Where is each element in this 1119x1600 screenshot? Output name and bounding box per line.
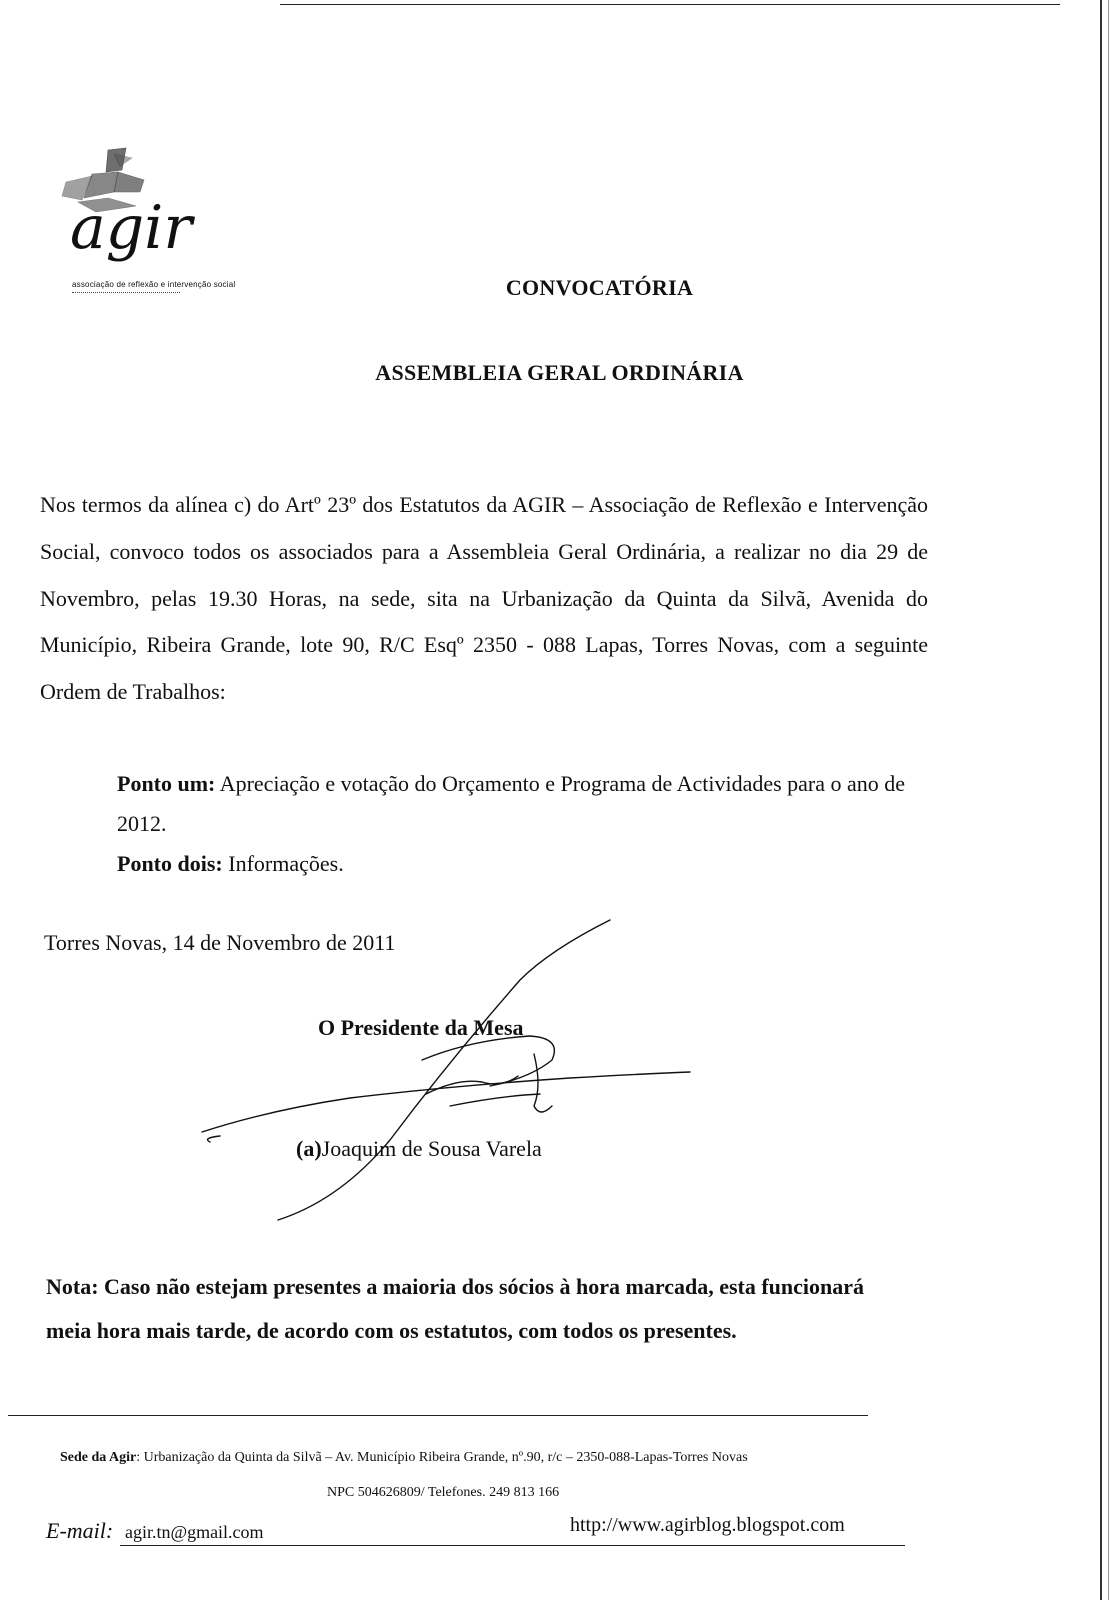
president-name: Joaquim de Sousa Varela — [321, 1136, 542, 1161]
footer-email-link[interactable]: agir.tn@gmail.com — [125, 1522, 264, 1542]
agir-wordmark: agir — [70, 193, 193, 263]
footer-address-label: Sede da Agir — [60, 1450, 137, 1465]
footer-npc-phones: NPC 504626809/ Telefones. 249 813 166 — [327, 1485, 560, 1500]
signed-abbreviation: (a) — [296, 1136, 322, 1161]
agenda — [117, 764, 917, 884]
footer-divider — [8, 1415, 868, 1416]
convocation-paragraph: Nos termos da alínea c) do Artº 23º dos Estatutos da AGIR – Associação de Reflexão e Intervenção Social, convoco todos os associados para a Assembleia Geral Ordinária, a realizar no dia 29 de Novembro, pelas 19.30 Horas, na sede, sita na Urbanização da Quinta da Silvã, Avenida do Município, Ribeira Grande, lote 90, R/C Esqº 2350 - 088 Lapas, Torres Novas, com a seguinte Ordem de Trabalhos: — [40, 492, 928, 705]
note — [46, 1265, 866, 1353]
note-text: Caso não estejam presentes a maioria dos sócios à hora marcada, esta funcionará meia hora mais tarde, de acordo com os estatutos, com todos os presentes. — [46, 1274, 865, 1343]
footer-email-label: E-mail: — [46, 1518, 114, 1543]
footer-address — [60, 1450, 748, 1466]
scan-edge-right-faint — [1108, 0, 1109, 1600]
footer-website-link[interactable]: http://www.agirblog.blogspot.com — [570, 1514, 845, 1536]
president-title: O Presidente da Mesa — [318, 1015, 524, 1040]
agenda-item-1 — [117, 764, 917, 844]
footer-address-text: : Urbanização da Quinta da Silvã – Av. Município Ribeira Grande, nº.90, r/c – 2350-088-Lapas-Torres Novas — [136, 1450, 748, 1465]
scan-edge-right — [1100, 0, 1102, 1600]
handwritten-signature — [190, 910, 710, 1230]
agenda-item-2-label: Ponto dois: — [117, 851, 223, 876]
agenda-item-1-label: Ponto um: — [117, 771, 216, 796]
document-title: CONVOCATÓRIA — [505, 275, 694, 300]
agenda-item-1-text: Apreciação e votação do Orçamento e Programa de Actividades para o ano de 2012. — [117, 771, 906, 836]
agenda-item-2-text: Informações. — [222, 851, 344, 876]
footer-email-underline — [120, 1545, 905, 1546]
scan-edge-top — [280, 4, 1060, 5]
agenda-item-2 — [117, 844, 917, 884]
logo-tagline: associação de reflexão e intervenção social — [72, 280, 236, 289]
document-subtitle: ASSEMBLEIA GERAL ORDINÁRIA — [375, 360, 744, 385]
place-date: Torres Novas, 14 de Novembro de 2011 — [44, 930, 396, 955]
note-label: Nota: — [46, 1274, 99, 1299]
